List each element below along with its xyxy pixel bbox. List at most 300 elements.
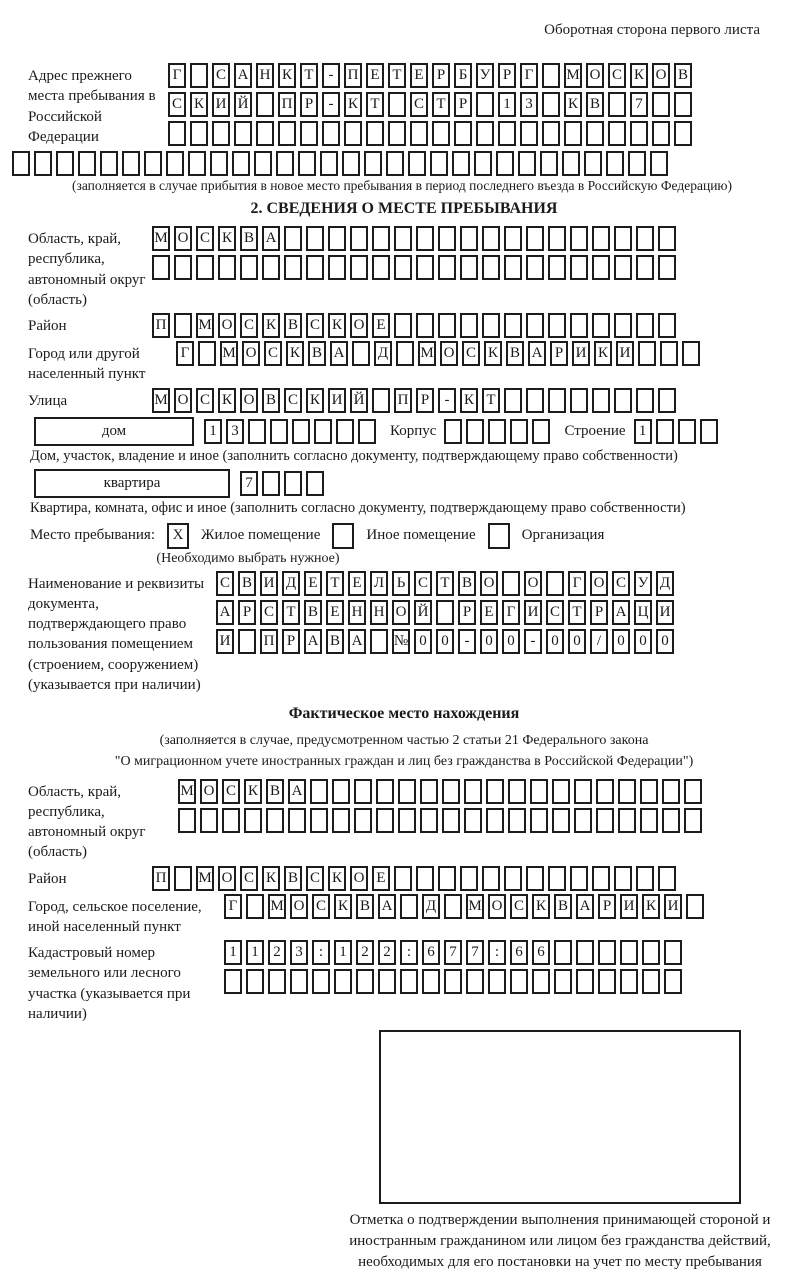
char-cell: 7 bbox=[466, 940, 484, 965]
char-cell: О bbox=[200, 779, 218, 804]
char-cell bbox=[438, 313, 456, 338]
char-cell bbox=[432, 121, 450, 146]
char-cell bbox=[598, 940, 616, 965]
char-cell bbox=[606, 151, 624, 176]
char-cell: Р bbox=[282, 629, 300, 654]
char-cell: 1 bbox=[498, 92, 516, 117]
char-cell: 1 bbox=[634, 419, 652, 444]
field-prev-address bbox=[28, 63, 790, 147]
char-row bbox=[224, 894, 708, 919]
char-cell bbox=[642, 969, 660, 994]
char-cell bbox=[662, 808, 680, 833]
char-cell bbox=[496, 151, 514, 176]
char-cell bbox=[552, 779, 570, 804]
char-cell bbox=[570, 313, 588, 338]
char-cell bbox=[122, 151, 140, 176]
char-cell: Е bbox=[480, 600, 498, 625]
region-actual-label: Область, край, республика, автономный округ (область) bbox=[28, 783, 146, 861]
char-cell: С bbox=[410, 92, 428, 117]
char-cell bbox=[482, 226, 500, 251]
char-cell: А bbox=[576, 894, 594, 919]
char-cell bbox=[290, 969, 308, 994]
char-cell: М bbox=[196, 313, 214, 338]
char-cell: Е bbox=[372, 866, 390, 891]
checkbox-organization bbox=[488, 523, 510, 549]
char-cell bbox=[570, 255, 588, 280]
char-cell: 0 bbox=[414, 629, 432, 654]
char-cell bbox=[288, 808, 306, 833]
char-cell bbox=[614, 255, 632, 280]
char-cell: 0 bbox=[436, 629, 454, 654]
char-cell bbox=[78, 151, 96, 176]
char-cell bbox=[334, 969, 352, 994]
char-cell bbox=[658, 388, 676, 413]
char-cell bbox=[636, 255, 654, 280]
char-cell: : bbox=[312, 940, 330, 965]
char-cell: И bbox=[620, 894, 638, 919]
char-cell bbox=[400, 894, 418, 919]
char-cell bbox=[298, 151, 316, 176]
char-cell bbox=[542, 63, 560, 88]
char-cell: Т bbox=[326, 571, 344, 596]
char-cell bbox=[256, 92, 274, 117]
char-cell: Н bbox=[370, 600, 388, 625]
char-cell bbox=[674, 121, 692, 146]
char-cell bbox=[354, 808, 372, 833]
char-cell bbox=[652, 121, 670, 146]
char-cell bbox=[614, 313, 632, 338]
char-cell bbox=[454, 121, 472, 146]
stay-type-row bbox=[30, 523, 790, 549]
char-cell: 1 bbox=[224, 940, 242, 965]
char-cell bbox=[652, 92, 670, 117]
char-cell bbox=[322, 121, 340, 146]
char-cell: К bbox=[460, 388, 478, 413]
char-cell: В bbox=[458, 571, 476, 596]
option-residential-label: Жилое помещение bbox=[201, 527, 321, 543]
char-cell bbox=[232, 151, 250, 176]
char-cell bbox=[686, 894, 704, 919]
char-cell: К bbox=[218, 226, 236, 251]
char-cell: Н bbox=[348, 600, 366, 625]
char-cell: Р bbox=[238, 600, 256, 625]
char-cell: В bbox=[308, 341, 326, 366]
char-cell bbox=[574, 808, 592, 833]
char-cell bbox=[394, 255, 412, 280]
char-cell bbox=[526, 866, 544, 891]
char-cell bbox=[306, 226, 324, 251]
char-cell bbox=[608, 121, 626, 146]
char-cell: К bbox=[334, 894, 352, 919]
char-cell bbox=[266, 808, 284, 833]
char-cell: Р bbox=[432, 63, 450, 88]
char-cell bbox=[284, 255, 302, 280]
char-cell bbox=[614, 226, 632, 251]
option-organization-label: Организация bbox=[521, 527, 605, 543]
char-cell bbox=[190, 63, 208, 88]
char-cell bbox=[366, 121, 384, 146]
char-cell bbox=[636, 388, 654, 413]
char-cell: В bbox=[238, 571, 256, 596]
char-row bbox=[168, 121, 696, 146]
char-cell bbox=[574, 779, 592, 804]
char-cell: С bbox=[284, 388, 302, 413]
char-cell bbox=[166, 151, 184, 176]
apartment-caption: Квартира, комната, офис и иное (заполнить согласно документу, подтверждающему право собственности) bbox=[30, 499, 686, 516]
char-cell bbox=[394, 313, 412, 338]
char-cell: К bbox=[286, 341, 304, 366]
char-cell bbox=[554, 940, 572, 965]
char-row bbox=[152, 313, 680, 338]
char-cell: С bbox=[240, 866, 258, 891]
char-cell bbox=[476, 92, 494, 117]
char-cell bbox=[408, 151, 426, 176]
char-cell: Ц bbox=[634, 600, 652, 625]
char-cell bbox=[168, 121, 186, 146]
char-cell bbox=[400, 969, 418, 994]
char-cell: О bbox=[174, 388, 192, 413]
actual-location-caption-2: "О миграционном учете иностранных граждан и лиц без гражданства в Российской Федерации") bbox=[114, 754, 694, 770]
city-actual-label: Город, сельское поселение, иной населенный пункт bbox=[28, 898, 202, 935]
char-cell bbox=[372, 388, 390, 413]
char-row bbox=[216, 600, 678, 625]
stay-type-label: Место пребывания: bbox=[30, 527, 155, 543]
char-cell: 1 bbox=[334, 940, 352, 965]
char-cell bbox=[188, 151, 206, 176]
char-cell: О bbox=[590, 571, 608, 596]
char-cell: М bbox=[178, 779, 196, 804]
char-cell bbox=[420, 779, 438, 804]
char-cell: М bbox=[152, 226, 170, 251]
char-cell bbox=[284, 226, 302, 251]
char-cell: Е bbox=[304, 571, 322, 596]
char-cell: / bbox=[590, 629, 608, 654]
char-cell: И bbox=[664, 894, 682, 919]
char-cell bbox=[34, 151, 52, 176]
char-cell bbox=[354, 779, 372, 804]
char-cell: А bbox=[234, 63, 252, 88]
char-cell bbox=[488, 969, 506, 994]
char-cell bbox=[460, 866, 478, 891]
char-cell bbox=[262, 255, 280, 280]
checkbox-other-premises bbox=[332, 523, 354, 549]
char-cell: 1 bbox=[204, 419, 222, 444]
char-cell: О bbox=[350, 313, 368, 338]
char-cell bbox=[438, 255, 456, 280]
char-cell bbox=[352, 341, 370, 366]
char-row bbox=[168, 92, 696, 117]
char-cell: 7 bbox=[240, 471, 258, 496]
char-cell bbox=[152, 255, 170, 280]
char-row bbox=[178, 779, 706, 804]
char-cell bbox=[200, 808, 218, 833]
char-cell bbox=[174, 255, 192, 280]
korpus-label: Корпус bbox=[390, 422, 437, 439]
char-cell bbox=[598, 969, 616, 994]
char-cell bbox=[284, 471, 302, 496]
char-cell bbox=[640, 779, 658, 804]
char-cell bbox=[464, 808, 482, 833]
char-cell bbox=[642, 940, 660, 965]
field-region bbox=[28, 226, 790, 310]
char-cell: К bbox=[344, 92, 362, 117]
char-cell bbox=[504, 255, 522, 280]
char-cell bbox=[504, 313, 522, 338]
char-cell bbox=[144, 151, 162, 176]
district-label: Район bbox=[28, 318, 67, 334]
char-cell: М bbox=[418, 341, 436, 366]
char-cell: В bbox=[586, 92, 604, 117]
char-row bbox=[152, 255, 680, 280]
char-cell bbox=[518, 151, 536, 176]
char-cell bbox=[510, 969, 528, 994]
field-district bbox=[28, 313, 790, 338]
char-cell: О bbox=[218, 866, 236, 891]
char-cell: Д bbox=[656, 571, 674, 596]
char-cell: С bbox=[196, 226, 214, 251]
char-cell bbox=[554, 969, 572, 994]
house-row bbox=[34, 417, 790, 446]
char-cell bbox=[542, 121, 560, 146]
char-cell: Т bbox=[436, 571, 454, 596]
char-cell bbox=[388, 92, 406, 117]
char-cell bbox=[198, 341, 216, 366]
char-cell bbox=[510, 419, 528, 444]
char-cell bbox=[486, 779, 504, 804]
char-cell: 2 bbox=[356, 940, 374, 965]
char-cell: П bbox=[152, 313, 170, 338]
char-cell bbox=[526, 255, 544, 280]
char-row bbox=[178, 808, 706, 833]
char-cell bbox=[592, 226, 610, 251]
char-cell: О bbox=[652, 63, 670, 88]
char-cell bbox=[444, 419, 462, 444]
char-cell bbox=[416, 226, 434, 251]
char-cell bbox=[210, 151, 228, 176]
char-cell: О bbox=[524, 571, 542, 596]
section2-title: 2. СВЕДЕНИЯ О МЕСТЕ ПРЕБЫВАНИЯ bbox=[250, 200, 558, 217]
char-cell bbox=[584, 151, 602, 176]
house-type-box: дом bbox=[34, 417, 194, 446]
house-caption: Дом, участок, владение и иное (заполнить согласно документу, подтверждающему право собственности) bbox=[30, 447, 678, 464]
char-cell bbox=[596, 808, 614, 833]
char-cell bbox=[474, 151, 492, 176]
char-cell: К bbox=[642, 894, 660, 919]
apartment-number-cells bbox=[240, 471, 328, 496]
char-row bbox=[224, 940, 686, 965]
char-cell: К bbox=[484, 341, 502, 366]
char-cell bbox=[548, 388, 566, 413]
char-cell bbox=[246, 969, 264, 994]
char-cell bbox=[444, 969, 462, 994]
char-cell: В bbox=[506, 341, 524, 366]
char-cell bbox=[592, 313, 610, 338]
char-cell: В bbox=[284, 313, 302, 338]
char-cell: И bbox=[212, 92, 230, 117]
char-cell bbox=[278, 121, 296, 146]
korpus-cells bbox=[444, 419, 554, 444]
char-cell: И bbox=[616, 341, 634, 366]
char-cell bbox=[222, 808, 240, 833]
char-cell bbox=[224, 969, 242, 994]
char-cell: А bbox=[304, 629, 322, 654]
char-cell bbox=[376, 808, 394, 833]
char-cell bbox=[664, 940, 682, 965]
char-cell: : bbox=[400, 940, 418, 965]
char-cell: И bbox=[328, 388, 346, 413]
char-cell bbox=[498, 121, 516, 146]
char-cell bbox=[212, 121, 230, 146]
char-cell bbox=[248, 419, 266, 444]
char-cell bbox=[350, 255, 368, 280]
char-cell bbox=[256, 121, 274, 146]
char-cell bbox=[564, 121, 582, 146]
char-cell bbox=[394, 866, 412, 891]
char-cell: С bbox=[306, 313, 324, 338]
char-row bbox=[152, 388, 680, 413]
stamp-box bbox=[379, 1030, 741, 1204]
apartment-row bbox=[34, 469, 790, 498]
char-cell: Г bbox=[168, 63, 186, 88]
char-cell bbox=[416, 255, 434, 280]
char-cell bbox=[660, 341, 678, 366]
char-cell bbox=[548, 255, 566, 280]
char-cell: - bbox=[524, 629, 542, 654]
char-cell bbox=[678, 419, 696, 444]
char-cell bbox=[656, 419, 674, 444]
field-document bbox=[28, 571, 790, 696]
char-cell bbox=[576, 940, 594, 965]
char-cell bbox=[540, 151, 558, 176]
char-cell: С bbox=[462, 341, 480, 366]
char-cell bbox=[664, 969, 682, 994]
char-row-full-width bbox=[12, 151, 790, 176]
char-cell: Т bbox=[300, 63, 318, 88]
char-cell bbox=[526, 388, 544, 413]
char-cell bbox=[254, 151, 272, 176]
char-cell bbox=[614, 388, 632, 413]
char-cell: С bbox=[168, 92, 186, 117]
char-cell: Т bbox=[432, 92, 450, 117]
char-cell: О bbox=[240, 388, 258, 413]
char-cell bbox=[234, 121, 252, 146]
char-cell bbox=[336, 419, 354, 444]
field-city bbox=[28, 341, 790, 385]
char-cell: 2 bbox=[378, 940, 396, 965]
city-label: Город или другой населенный пункт bbox=[28, 346, 146, 383]
char-cell bbox=[218, 255, 236, 280]
char-cell bbox=[684, 808, 702, 833]
char-cell: А bbox=[330, 341, 348, 366]
char-cell bbox=[636, 866, 654, 891]
char-cell bbox=[386, 151, 404, 176]
char-cell: В bbox=[554, 894, 572, 919]
char-cell: 0 bbox=[568, 629, 586, 654]
street-label: Улица bbox=[28, 392, 68, 409]
char-cell bbox=[548, 226, 566, 251]
char-cell: К bbox=[594, 341, 612, 366]
char-cell bbox=[436, 600, 454, 625]
char-cell: Е bbox=[326, 600, 344, 625]
char-cell: А bbox=[288, 779, 306, 804]
char-cell: А bbox=[612, 600, 630, 625]
char-cell bbox=[460, 255, 478, 280]
char-cell bbox=[314, 419, 332, 444]
char-cell bbox=[398, 808, 416, 833]
char-cell: О bbox=[392, 600, 410, 625]
document-label: Наименование и реквизиты документа, подтверждающего право пользования помещением (строением, сооружением) (указывается при наличии) bbox=[28, 575, 205, 693]
field-region-actual bbox=[28, 779, 790, 863]
char-cell: Н bbox=[256, 63, 274, 88]
char-cell bbox=[532, 969, 550, 994]
char-cell bbox=[442, 808, 460, 833]
char-cell: Б bbox=[454, 63, 472, 88]
stroenie-label: Строение bbox=[564, 422, 626, 439]
char-cell bbox=[430, 151, 448, 176]
char-cell bbox=[422, 969, 440, 994]
char-cell: Й bbox=[234, 92, 252, 117]
prev-address-rows bbox=[168, 63, 696, 146]
char-cell: Р bbox=[454, 92, 472, 117]
char-cell bbox=[658, 226, 676, 251]
char-cell bbox=[460, 226, 478, 251]
char-cell bbox=[420, 808, 438, 833]
char-cell bbox=[674, 92, 692, 117]
char-cell bbox=[306, 471, 324, 496]
char-cell bbox=[306, 255, 324, 280]
char-cell: С bbox=[306, 866, 324, 891]
stroenie-cells bbox=[634, 419, 722, 444]
char-cell bbox=[332, 808, 350, 833]
char-cell: К bbox=[190, 92, 208, 117]
char-cell bbox=[238, 629, 256, 654]
char-cell: О bbox=[242, 341, 260, 366]
char-cell: Е bbox=[410, 63, 428, 88]
stamp-caption: Отметка о подтверждении выполнения принимающей стороной и иностранным гражданином или лицом без гражданства действий, необходимых для его постановки на учет по месту пребывания bbox=[349, 1212, 771, 1271]
region-label: Область, край, республика, автономный округ (область) bbox=[28, 231, 146, 308]
char-cell bbox=[650, 151, 668, 176]
char-cell: А bbox=[216, 600, 234, 625]
char-cell: 6 bbox=[422, 940, 440, 965]
char-cell: Г bbox=[224, 894, 242, 919]
char-cell: И bbox=[572, 341, 590, 366]
char-cell bbox=[530, 779, 548, 804]
char-cell bbox=[592, 388, 610, 413]
prev-address-caption: (заполняется в случае прибытия в новое место пребывания в период последнего въезда в Российскую Федерацию) bbox=[71, 178, 733, 193]
char-cell bbox=[372, 255, 390, 280]
char-cell bbox=[482, 313, 500, 338]
char-cell: - bbox=[438, 388, 456, 413]
char-cell bbox=[378, 969, 396, 994]
char-cell bbox=[636, 313, 654, 338]
char-cell bbox=[196, 255, 214, 280]
char-cell bbox=[546, 571, 564, 596]
char-cell: К bbox=[328, 866, 346, 891]
char-cell bbox=[320, 151, 338, 176]
char-cell: 6 bbox=[532, 940, 550, 965]
char-cell bbox=[526, 313, 544, 338]
field-street bbox=[28, 388, 790, 413]
char-cell bbox=[452, 151, 470, 176]
char-cell: 1 bbox=[246, 940, 264, 965]
char-cell bbox=[438, 866, 456, 891]
char-cell bbox=[270, 419, 288, 444]
char-cell bbox=[562, 151, 580, 176]
char-cell: К bbox=[262, 313, 280, 338]
char-cell bbox=[508, 808, 526, 833]
char-cell bbox=[364, 151, 382, 176]
char-cell: 3 bbox=[520, 92, 538, 117]
